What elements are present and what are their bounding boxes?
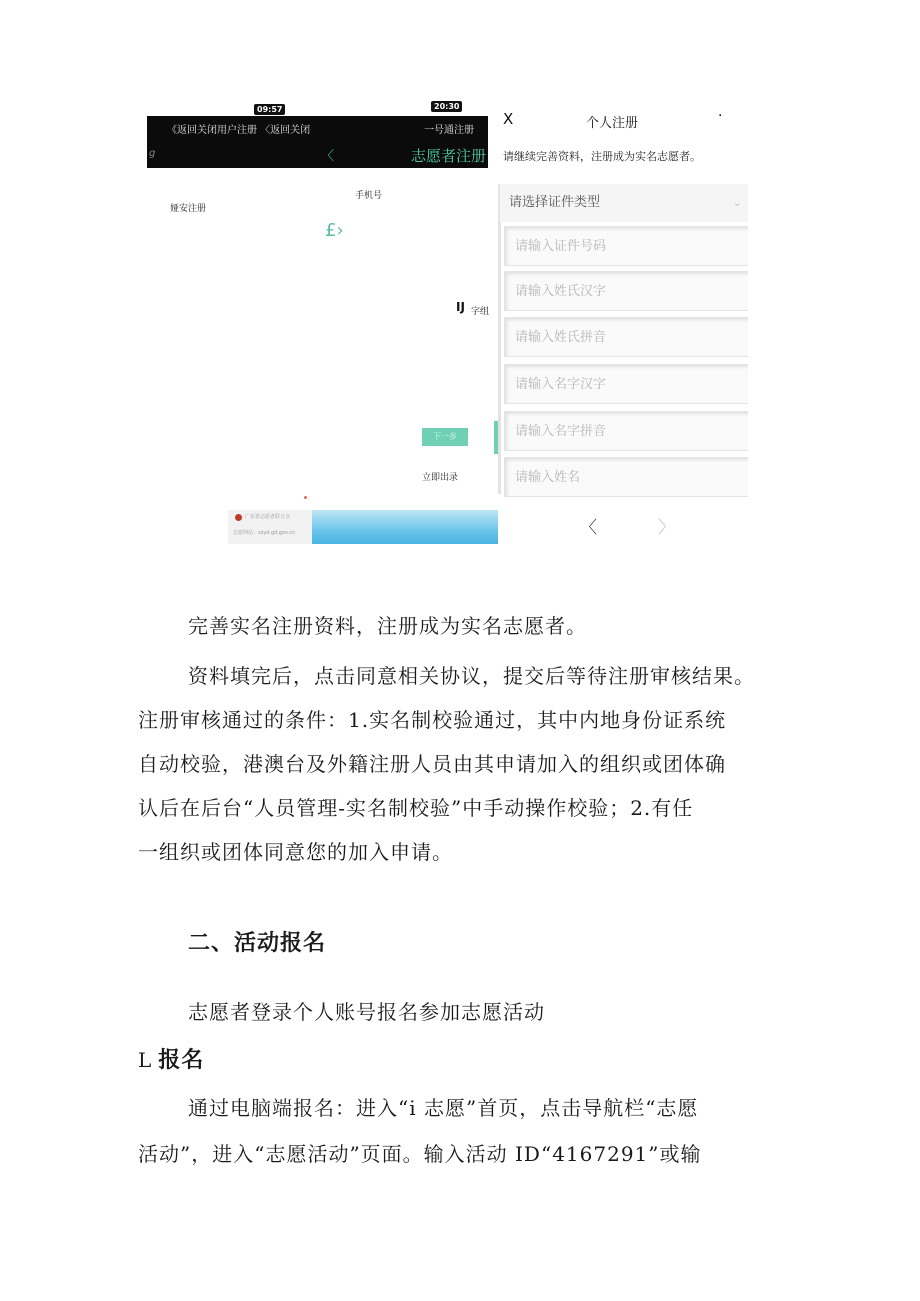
chevron-down-icon: ⌄ — [732, 196, 742, 209]
form-subtitle: 请继续完善资料，注册成为实名志愿者。 — [503, 150, 701, 163]
id-number-input[interactable]: 请输入证件号码 — [504, 226, 748, 266]
org-footer — [228, 510, 312, 544]
page-title: 志愿者注册 — [411, 147, 487, 165]
menu-dot-icon[interactable]: · — [718, 108, 723, 124]
register-label[interactable]: 娅安注册 — [170, 204, 207, 214]
close-icon[interactable]: X — [503, 110, 514, 128]
id-type-select[interactable] — [500, 184, 748, 222]
given-name-chinese-input[interactable]: 请输入名字汉字 — [504, 364, 748, 404]
paragraph-line-4: 认后在后台“人员管理-实名制校验”中手动操作校验；2.有任 — [138, 796, 694, 820]
sub-heading-prefix: L — [138, 1048, 153, 1072]
final-line-2: 活动”，进入“志愿活动”页面。输入活动 ID“4167291”或输 — [138, 1142, 702, 1166]
given-name-pinyin-input[interactable]: 请输入名字拼音 — [504, 411, 748, 451]
paragraph-line-1: 资料填完后，点击同意相关协议，提交后等待注册审核结果。 — [188, 664, 755, 688]
captcha-label: 字组 — [471, 307, 490, 317]
nav-back-link[interactable]: 《返回关闭用户注册 〈返回关闭 — [167, 125, 311, 136]
phone-title-bar — [147, 140, 488, 168]
status-time-1: 09:57 — [254, 104, 285, 115]
paragraph-line-5: 一组织或团体同意您的加入申请。 — [138, 840, 453, 864]
sub-heading-text: 报名 — [158, 1048, 205, 1073]
full-name-input[interactable]: 请输入姓名 — [504, 457, 748, 497]
pager — [498, 510, 675, 544]
id-type-select-label: 请选择证件类型 — [509, 195, 601, 210]
login-link[interactable]: 立即出录 — [422, 473, 459, 483]
org-site: 志愿网站：szyd.gd.gov.cn — [233, 530, 296, 536]
nav-right-link[interactable]: 一号通注册 — [424, 125, 474, 136]
bar-left-glyph: g — [149, 148, 156, 159]
back-chevron-icon[interactable]: 〈 — [321, 149, 335, 164]
paragraph-line-2: 注册审核通过的条件：1.实名制校验通过，其中内地身份证系统 — [138, 708, 727, 732]
caption: 完善实名注册资料，注册成为实名志愿者。 — [188, 614, 587, 638]
phone-number-label: 手机号 — [355, 191, 383, 201]
form-title: 个人注册 — [586, 116, 639, 131]
phone-nav-bar — [147, 116, 488, 140]
org-logo-icon — [235, 514, 242, 521]
red-dot — [304, 496, 307, 499]
section-heading: 二、活动报名 — [188, 931, 327, 956]
prev-chevron-icon[interactable]: 〈 — [580, 518, 597, 538]
section-intro: 志愿者登录个人账号报名参加志愿活动 — [188, 1000, 545, 1024]
final-line-1: 通过电脑端报名：进入“i 志愿”首页，点击导航栏“志愿 — [188, 1096, 699, 1120]
country-code-icon[interactable]: £› — [325, 220, 344, 241]
next-step-button[interactable]: 下一步 — [422, 428, 468, 446]
paragraph-line-3: 自动校验，港澳台及外籍注册人员由其申请加入的组织或团体确 — [138, 752, 726, 776]
surname-chinese-input[interactable]: 请输入姓氏汉字 — [504, 271, 748, 311]
ij-label: IJ — [456, 300, 465, 314]
next-chevron-icon[interactable]: 〉 — [658, 518, 675, 538]
status-time-2: 20:30 — [431, 101, 462, 112]
sub-heading — [138, 1038, 788, 1083]
surname-pinyin-input[interactable]: 请输入姓氏拼音 — [504, 317, 748, 357]
org-name: 广东省志愿者联合会 — [245, 514, 291, 520]
form-left-border — [498, 184, 501, 494]
wave-banner — [312, 510, 498, 544]
